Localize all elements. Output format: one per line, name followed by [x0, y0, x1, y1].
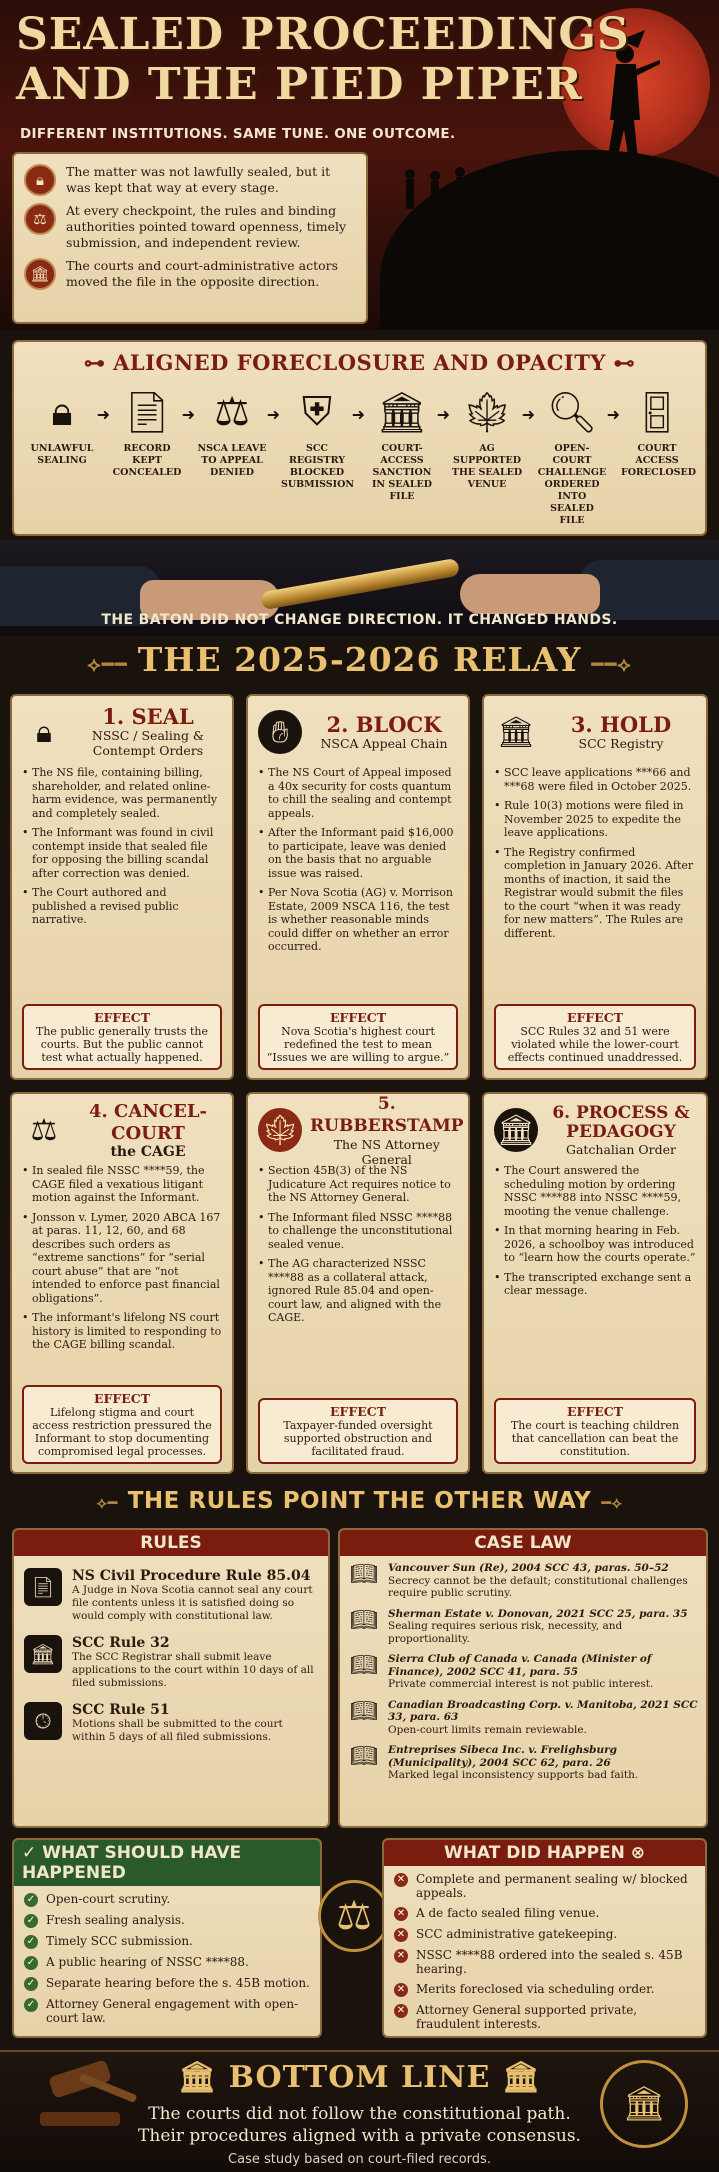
- aligned-title: [24, 350, 695, 375]
- did-title: WHAT DID HAPPEN: [443, 1843, 625, 1863]
- check-icon: ✓: [24, 1998, 38, 2012]
- bullet: • The Court authored and published a revised public narrative.: [22, 886, 222, 927]
- clock-icon: 🕓︎: [24, 1702, 62, 1740]
- card-title-wrap: [546, 711, 696, 751]
- did-item: [394, 1906, 695, 1921]
- laurel-courthouse-icon: 🏛︎: [600, 2060, 688, 2148]
- did-text: Attorney General supported private, fraudulent interests.: [416, 2003, 638, 2031]
- check-circle-icon: ✓: [22, 1843, 43, 1863]
- should-item: [24, 1976, 310, 1991]
- bullet: • Jonsson v. Lymer, 2020 ABCA 167 at paras. 11, 12, 60, and 68 describes such orders as “extreme sanctions” for “serial court abuse” that are “not intended to enforce past financial obligations”.: [22, 1211, 222, 1306]
- card-title-wrap: [74, 706, 222, 758]
- document-icon: 📄︎: [24, 1568, 62, 1606]
- open-book-icon: 📖︎: [350, 1653, 378, 1678]
- x-circle-icon: ⊗: [624, 1843, 646, 1863]
- should-text: Fresh sealing analysis.: [46, 1913, 185, 1927]
- effect-box: [258, 1004, 458, 1070]
- magnifier-icon: 🔍︎: [546, 389, 598, 436]
- relay-card-hold: [482, 694, 708, 1080]
- should-text: A public hearing of NSSC ****88.: [46, 1955, 249, 1969]
- card-bullets: [22, 766, 222, 927]
- card-bullets: [494, 766, 696, 940]
- arrow-right-icon: ➜: [181, 405, 195, 424]
- card-header: [22, 1102, 222, 1158]
- should-have-happened-panel: [12, 1838, 322, 2038]
- rules-head: RULES: [14, 1530, 328, 1556]
- did-item: [394, 1948, 695, 1976]
- open-book-icon: 📖︎: [350, 1744, 378, 1769]
- card-header: [258, 1094, 464, 1167]
- did-item: [394, 2003, 695, 2031]
- case-item: [348, 1562, 698, 1600]
- intro-item: [24, 164, 356, 196]
- x-icon: ✕: [394, 2004, 408, 2018]
- card-bullets: [494, 1164, 696, 1298]
- should-item: [24, 1955, 310, 1970]
- case-text: Private commercial interest is not public interest.: [388, 1678, 654, 1690]
- open-book-icon: 📖︎: [350, 1607, 378, 1633]
- card-subtitle: NSSC / Sealing & Contempt Orders: [91, 728, 205, 758]
- chain-step: [366, 385, 450, 527]
- scales-medallion-icon: ⚖︎: [318, 1880, 390, 1952]
- bullet: • The Informant was found in civil contempt inside that sealed file for opposing the billing scandal after correction was denied.: [22, 826, 222, 880]
- effect-label: EFFECT: [329, 1404, 387, 1419]
- should-head: [14, 1840, 320, 1886]
- effect-text: Lifelong stigma and court access restriction pressured the Informant to stop documenting compromised legal processes.: [32, 1406, 212, 1458]
- did-item: [394, 1872, 695, 1900]
- effect-box: [22, 1004, 222, 1070]
- did-text: SCC administrative gatekeeping.: [416, 1927, 618, 1941]
- right-sleeve: [580, 560, 719, 620]
- bullet: • SCC leave applications ***66 and ***68 were filed in October 2025.: [494, 766, 696, 793]
- card-title: 2. BLOCK: [326, 711, 442, 737]
- case-item: [348, 1744, 698, 1782]
- what-did-happen-panel: [382, 1838, 707, 2038]
- rule-text: A Judge in Nova Scotia cannot seal any court file contents unless it is satisfied doing so would comply with constitutional law.: [72, 1584, 313, 1622]
- bullet: • The Court answered the scheduling motion by ordering NSSC ****88 into NSSC ****59, mooting the venue challenge.: [494, 1164, 696, 1218]
- check-icon: ✓: [24, 1935, 38, 1949]
- chain-step: [621, 385, 697, 527]
- case-text: Marked legal inconsistency supports bad faith.: [388, 1769, 639, 1781]
- card-bullets: [258, 1164, 458, 1325]
- courthouse-icon: 🏛︎: [496, 714, 536, 750]
- courthouse-icon: 🏛︎: [24, 1635, 62, 1673]
- chain-step: [111, 385, 195, 527]
- bullet: • Per Nova Scotia (AG) v. Morrison Estate, 2009 NSCA 116, the test is whether reasonable minds could differ on whether an error occurred.: [258, 886, 458, 954]
- card-title: 6. PROCESS & PEDAGOGY: [552, 1102, 690, 1142]
- rules-title-text: THE RULES POINT THE OTHER WAY: [127, 1488, 592, 1514]
- rule-body: [72, 1568, 318, 1623]
- courthouse-icon: 🏛︎: [376, 389, 428, 436]
- effect-text: Taxpayer-funded oversight supported obstruction and facilitated fraud.: [283, 1419, 433, 1458]
- maple-leaf-icon: 🍁︎: [258, 1108, 302, 1152]
- courthouse-icon: 🏛︎: [490, 2060, 541, 2095]
- effect-box: [22, 1385, 222, 1464]
- case-name: Canadian Broadcasting Corp. v. Manitoba, 2021 SCC 33, para. 63: [388, 1698, 698, 1723]
- x-icon: ✕: [394, 1907, 408, 1921]
- deco-right: ⊷: [605, 350, 636, 375]
- bullet: • The transcripted exchange sent a clear message.: [494, 1271, 696, 1298]
- arrow-right-icon: ➜: [606, 405, 620, 424]
- should-item: [24, 1892, 310, 1907]
- bullet: • In sealed file NSSC ****59, the CAGE filed a vexatious litigant motion against the Informant.: [22, 1164, 222, 1205]
- page-title: [16, 10, 630, 110]
- case-name: Sherman Estate v. Donovan, 2021 SCC 25, para. 35: [388, 1607, 688, 1620]
- effect-box: [494, 1398, 696, 1464]
- case-body: [388, 1699, 698, 1737]
- effect-label: EFFECT: [329, 1010, 387, 1025]
- effect-box: [494, 1004, 696, 1070]
- relay-title: [0, 640, 719, 679]
- did-text: A de facto sealed filing venue.: [416, 1906, 600, 1920]
- did-text: NSSC ****88 ordered into the sealed s. 45B hearing.: [416, 1948, 683, 1976]
- deco-right: ━━⟡: [591, 652, 632, 676]
- did-head: [384, 1840, 705, 1866]
- card-header: [494, 1102, 696, 1158]
- step-label: UNLAWFUL SEALING: [30, 443, 94, 466]
- deco-left: ⟡━━: [87, 652, 128, 676]
- should-item: [24, 1913, 310, 1928]
- card-subtitle: The NS Attorney General: [333, 1137, 440, 1167]
- case-name: Entreprises Sibeca Inc. v. Frelighsburg (Municipality), 2004 SCC 62, para. 26: [388, 1744, 617, 1769]
- locked-document-icon: 📄︎: [121, 389, 173, 436]
- intro-item: [24, 258, 356, 290]
- aligned-title-text: ALIGNED FORECLOSURE AND OPACITY: [113, 350, 606, 375]
- should-item: [24, 1934, 310, 1949]
- bullet: • The AG characterized NSSC ****88 as a collateral attack, ignored Rule 85.04 and open-court law, and aligned with the CAGE.: [258, 1257, 458, 1325]
- card-subtitle: SCC Registry: [578, 735, 664, 751]
- effect-label: EFFECT: [566, 1010, 624, 1025]
- should-item: [24, 1997, 310, 2025]
- baton-caption: THE BATON DID NOT CHANGE DIRECTION. IT CHANGED HANDS.: [101, 612, 618, 628]
- intro-text: The matter was not lawfully sealed, but it was kept that way at every stage.: [66, 164, 331, 195]
- arrow-right-icon: ➜: [436, 405, 450, 424]
- relay-card-rubberstamp: [246, 1092, 470, 1474]
- relay-card-cancel-court: [10, 1092, 234, 1474]
- effect-box: [258, 1398, 458, 1464]
- scales-icon: ⚖︎: [30, 1112, 58, 1148]
- relay-card-block: [246, 694, 470, 1080]
- step-label: COURT-ACCESS SANCTION IN SEALED FILE: [371, 443, 433, 502]
- relay-card-process: [482, 1092, 708, 1474]
- case-item: [348, 1653, 698, 1691]
- bullet: • Section 45B(3) of the NS Judicature Act requires notice to the NS Attorney General.: [258, 1164, 458, 1205]
- arrow-right-icon: ➜: [266, 405, 280, 424]
- effect-text: Nova Scotia's highest court redefined the test to mean “Issues we are willing to argue.”: [266, 1025, 450, 1064]
- case-body: [388, 1744, 698, 1782]
- bottom-line-text-1: The courts did not follow the constitutional path.: [148, 2104, 571, 2124]
- lock-icon: 🔒︎: [24, 164, 56, 196]
- card-subtitle: Gatchalian Order: [565, 1141, 677, 1157]
- step-label: NSCA LEAVE TO APPEAL DENIED: [197, 443, 267, 478]
- rule-name: SCC Rule 32: [72, 1635, 170, 1651]
- card-title: 5. RUBBERSTAMP: [310, 1094, 464, 1136]
- effect-label: EFFECT: [566, 1404, 624, 1419]
- chain-step: [26, 385, 110, 527]
- step-label: AG SUPPORTED THE SEALED VENUE: [451, 443, 523, 490]
- page-subtitle: DIFFERENT INSTITUTIONS. SAME TUNE. ONE OUTCOME.: [20, 126, 456, 142]
- bullet: • The NS Court of Appeal imposed a 40x security for costs quantum to chill the sealing and contempt appeals.: [258, 766, 458, 820]
- case-text: Sealing requires serious risk, necessity, and proportionality.: [388, 1620, 623, 1645]
- step-label: OPEN-COURT CHALLENGE ORDERED INTO SEALED FILE: [537, 443, 607, 526]
- card-header: [494, 704, 696, 760]
- bullet: • The Informant filed NSSC ****88 to challenge the unconstitutional sealed venue.: [258, 1211, 458, 1252]
- lock-icon: 🔒︎: [36, 714, 52, 750]
- should-text: Separate hearing before the s. 45B motion.: [46, 1976, 310, 1990]
- x-icon: ✕: [394, 1928, 408, 1942]
- card-title-wrap: [310, 711, 458, 751]
- rule-text: Motions shall be submitted to the court within 5 days of all filed submissions.: [72, 1718, 283, 1743]
- card-bullets: [22, 1164, 222, 1352]
- case-body: [388, 1653, 698, 1691]
- rules-panel: [12, 1528, 330, 1828]
- did-text: Merits foreclosed via scheduling order.: [416, 1982, 655, 1996]
- bullet: • In that morning hearing in Feb. 2026, a schoolboy was introduced to “learn how the courts operate.”: [494, 1224, 696, 1265]
- did-item: [394, 1927, 695, 1942]
- relay-title-text: THE 2025-2026 RELAY: [137, 640, 582, 679]
- bottom-line-text-2: Their procedures aligned with a private consensus.: [138, 2126, 581, 2146]
- case-name: Vancouver Sun (Re), 2004 SCC 43, paras. 50–52: [388, 1562, 669, 1574]
- should-text: Open-court scrutiny.: [46, 1892, 171, 1906]
- arrow-right-icon: ➜: [351, 405, 365, 424]
- rule-item: [24, 1702, 318, 1744]
- title-line-2: AND THE PIED PIPER: [16, 59, 583, 110]
- closed-door-icon: 🚪︎: [631, 389, 683, 436]
- rule-name: NS Civil Procedure Rule 85.04: [72, 1568, 311, 1584]
- case-body: [388, 1562, 698, 1600]
- deco-right: ━⟡: [601, 1493, 623, 1512]
- intro-item: [24, 203, 356, 251]
- rule-body: [72, 1702, 318, 1744]
- shield-hand-icon: ✋︎: [258, 710, 302, 754]
- courthouse-icon: 🏛︎: [494, 1108, 538, 1152]
- x-icon: ✕: [394, 1983, 408, 1997]
- chain-step: [536, 385, 620, 527]
- rule-body: [72, 1635, 318, 1690]
- card-bullets: [258, 766, 458, 954]
- bullet: • The NS file, containing billing, shareholder, and related online-harm evidence, was permanently and completely sealed.: [22, 766, 222, 820]
- rule-name: SCC Rule 51: [72, 1702, 170, 1718]
- card-title: 3. HOLD: [570, 711, 672, 737]
- card-subtitle: NSCA Appeal Chain: [320, 735, 448, 751]
- case-item: [348, 1608, 698, 1646]
- foreclosure-chain: [24, 385, 695, 527]
- chain-step: [196, 385, 280, 527]
- scales-icon: ⚖︎: [214, 389, 250, 435]
- did-item: [394, 1982, 695, 1997]
- title-line-1: SEALED PROCEEDINGS: [16, 9, 630, 60]
- aligned-foreclosure-panel: [12, 340, 707, 536]
- step-label: RECORD KEPT CONCEALED: [112, 443, 182, 478]
- should-text: Attorney General engagement with open-court law.: [46, 1997, 299, 2025]
- case-law-head: CASE LAW: [340, 1530, 706, 1556]
- intro-panel: [12, 152, 368, 324]
- chain-step: [281, 385, 365, 527]
- effect-label: EFFECT: [93, 1391, 151, 1406]
- lock-icon: 🔒︎: [51, 389, 73, 435]
- relay-card-seal: [10, 694, 234, 1080]
- deco-left: ⟡━: [96, 1493, 118, 1512]
- courthouse-icon: 🏛︎: [24, 258, 56, 290]
- should-title: WHAT SHOULD HAVE HAPPENED: [22, 1843, 242, 1883]
- did-text: Complete and permanent sealing w/ blocked appeals.: [416, 1872, 688, 1900]
- x-icon: ✕: [394, 1873, 408, 1887]
- check-icon: ✓: [24, 1977, 38, 1991]
- deco-left: ⊶: [83, 350, 114, 375]
- bullet: • The informant's lifelong NS court history is limited to responding to the CAGE billing scandal.: [22, 1311, 222, 1352]
- card-header: [258, 704, 458, 760]
- step-label: SCC REGISTRY BLOCKED SUBMISSION: [281, 443, 355, 490]
- arrow-right-icon: ➜: [521, 405, 535, 424]
- effect-text: SCC Rules 32 and 51 were violated while the lower-court effects continued unaddressed.: [507, 1025, 683, 1064]
- maple-leaf-icon: 🍁︎: [461, 389, 513, 436]
- case-law-panel: [338, 1528, 708, 1828]
- check-icon: ✓: [24, 1956, 38, 1970]
- check-icon: ✓: [24, 1914, 38, 1928]
- open-book-icon: 📖︎: [350, 1698, 378, 1724]
- bullet: • After the Informant paid $16,000 to participate, leave was denied on the basis that no arguable issue was raised.: [258, 826, 458, 880]
- case-text: Open-court limits remain reviewable.: [388, 1723, 587, 1736]
- case-body: [388, 1608, 698, 1646]
- card-header: [22, 704, 222, 760]
- intro-text: At every checkpoint, the rules and binding authorities pointed toward openness, timely submission, and independent review.: [66, 203, 347, 250]
- rule-item: [24, 1568, 318, 1623]
- step-label: COURT ACCESS FORECLOSED: [621, 443, 697, 478]
- footer-note: Case study based on court-filed records.: [228, 2152, 491, 2167]
- right-hand: [460, 574, 600, 614]
- card-title-wrap: [74, 1101, 222, 1160]
- card-title-wrap: [310, 1093, 464, 1167]
- rule-text: The SCC Registrar shall submit leave applications to the court within 10 days of all filed submissions.: [72, 1651, 314, 1689]
- should-text: Timely SCC submission.: [46, 1934, 193, 1948]
- courthouse-icon: 🏛︎: [178, 2060, 229, 2095]
- effect-text: The court is teaching children that cancellation can beat the constitution.: [510, 1419, 680, 1458]
- arrow-right-icon: ➜: [96, 405, 110, 424]
- card-title-wrap: [546, 1104, 696, 1157]
- scales-icon: ⚖︎: [24, 203, 56, 235]
- check-icon: ✓: [24, 1893, 38, 1907]
- children-silhouettes: [390, 160, 600, 220]
- bullet: • Rule 10(3) motions were filed in November 2025 to expedite the leave applications.: [494, 799, 696, 840]
- case-item: [348, 1699, 698, 1737]
- card-title: 4. CANCEL-COURT: [89, 1100, 207, 1144]
- effect-text: The public generally trusts the courts. But the public cannot test what actually happened.: [36, 1025, 208, 1064]
- case-text: Secrecy cannot be the default; constitutional challenges require public scrutiny.: [388, 1574, 688, 1599]
- chain-step: [451, 385, 535, 527]
- x-icon: ✕: [394, 1949, 408, 1963]
- effect-label: EFFECT: [93, 1010, 151, 1025]
- card-subtitle: the CAGE: [110, 1143, 186, 1160]
- card-title: 1. SEAL: [102, 704, 194, 729]
- rules-section-title: [0, 1488, 719, 1514]
- bullet: • The Registry confirmed completion in January 2026. After months of inaction, it said the Registrar would submit the files to the court “when it was ready for new matters”. The Rules are different.: [494, 846, 696, 941]
- bottom-line-title-text: BOTTOM LINE: [228, 2060, 491, 2095]
- case-name: Sierra Club of Canada v. Canada (Minister of Finance), 2002 SCC 41, para. 55: [388, 1653, 652, 1678]
- open-book-icon: 📖︎: [350, 1562, 378, 1587]
- shield-hand-icon: ⛨: [302, 389, 332, 435]
- intro-text: The courts and court-administrative actors moved the file in the opposite direction.: [66, 258, 339, 289]
- rule-item: [24, 1635, 318, 1690]
